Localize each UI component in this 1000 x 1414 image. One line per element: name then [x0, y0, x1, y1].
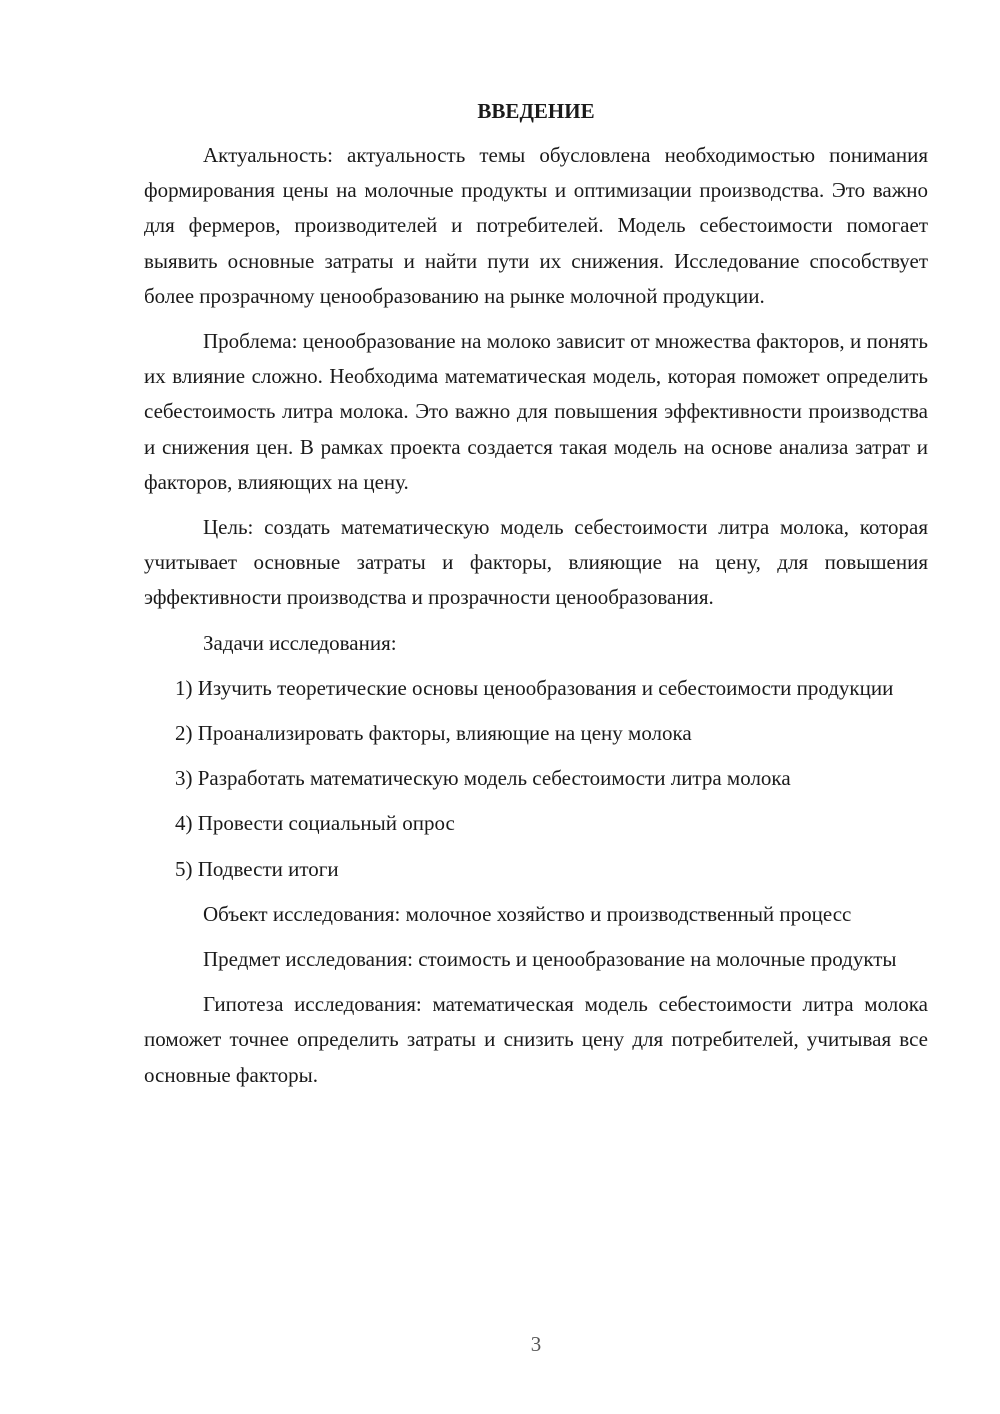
page-title: ВВЕДЕНИЕ — [477, 99, 595, 123]
subject-paragraph: Предмет исследования: стоимость и ценообразование на молочные продукты — [203, 947, 897, 972]
goal-paragraph: Цель: создать математическую модель себестоимости литра молока, которая учитывает основные затраты и факторы, влияющие на цену, для повышения эффективности производства и прозрачности ценообразования. — [144, 515, 928, 610]
list-item: 2) Проанализировать факторы, влияющие на цену молока — [175, 721, 692, 746]
relevance-paragraph: Актуальность: актуальность темы обусловлена необходимостью понимания формирования цены на молочные продукты и оптимизации производства. Это важно для фермеров, производителей и потребителей. Модель себестоимости помогает выявить основные затраты и найти пути их снижения. Исследование способствует более прозрачному ценообразованию на рынке молочной продукции. — [144, 143, 928, 308]
list-item: 4) Провести социальный опрос — [175, 811, 455, 836]
object-paragraph: Объект исследования: молочное хозяйство и производственный процесс — [203, 901, 852, 926]
problem-paragraph: Проблема: ценообразование на молоко зависит от множества факторов, и понять их влияние сложно. Необходима математическая модель, которая поможет определить себестоимость литра молока. Это важно для повышения эффективности производства и снижения цен. В рамках проекта создается такая модель на основе анализа затрат и факторов, влияющих на цену. — [144, 329, 928, 494]
tasks-heading: Задачи исследования: — [203, 630, 397, 655]
list-item: 5) Подвести итоги — [175, 856, 339, 881]
list-item: 1) Изучить теоретические основы ценообразования и себестоимости продукции — [175, 675, 894, 700]
list-item: 3) Разработать математическую модель себестоимости литра молока — [175, 766, 791, 791]
page-number: 3 — [530, 1332, 542, 1356]
document-page — [144, 94, 928, 1103]
hypothesis-paragraph: Гипотеза исследования: математическая модель себестоимости литра молока поможет точнее определить затраты и снизить цену для потребителей, учитывая все основные факторы. — [144, 992, 928, 1087]
